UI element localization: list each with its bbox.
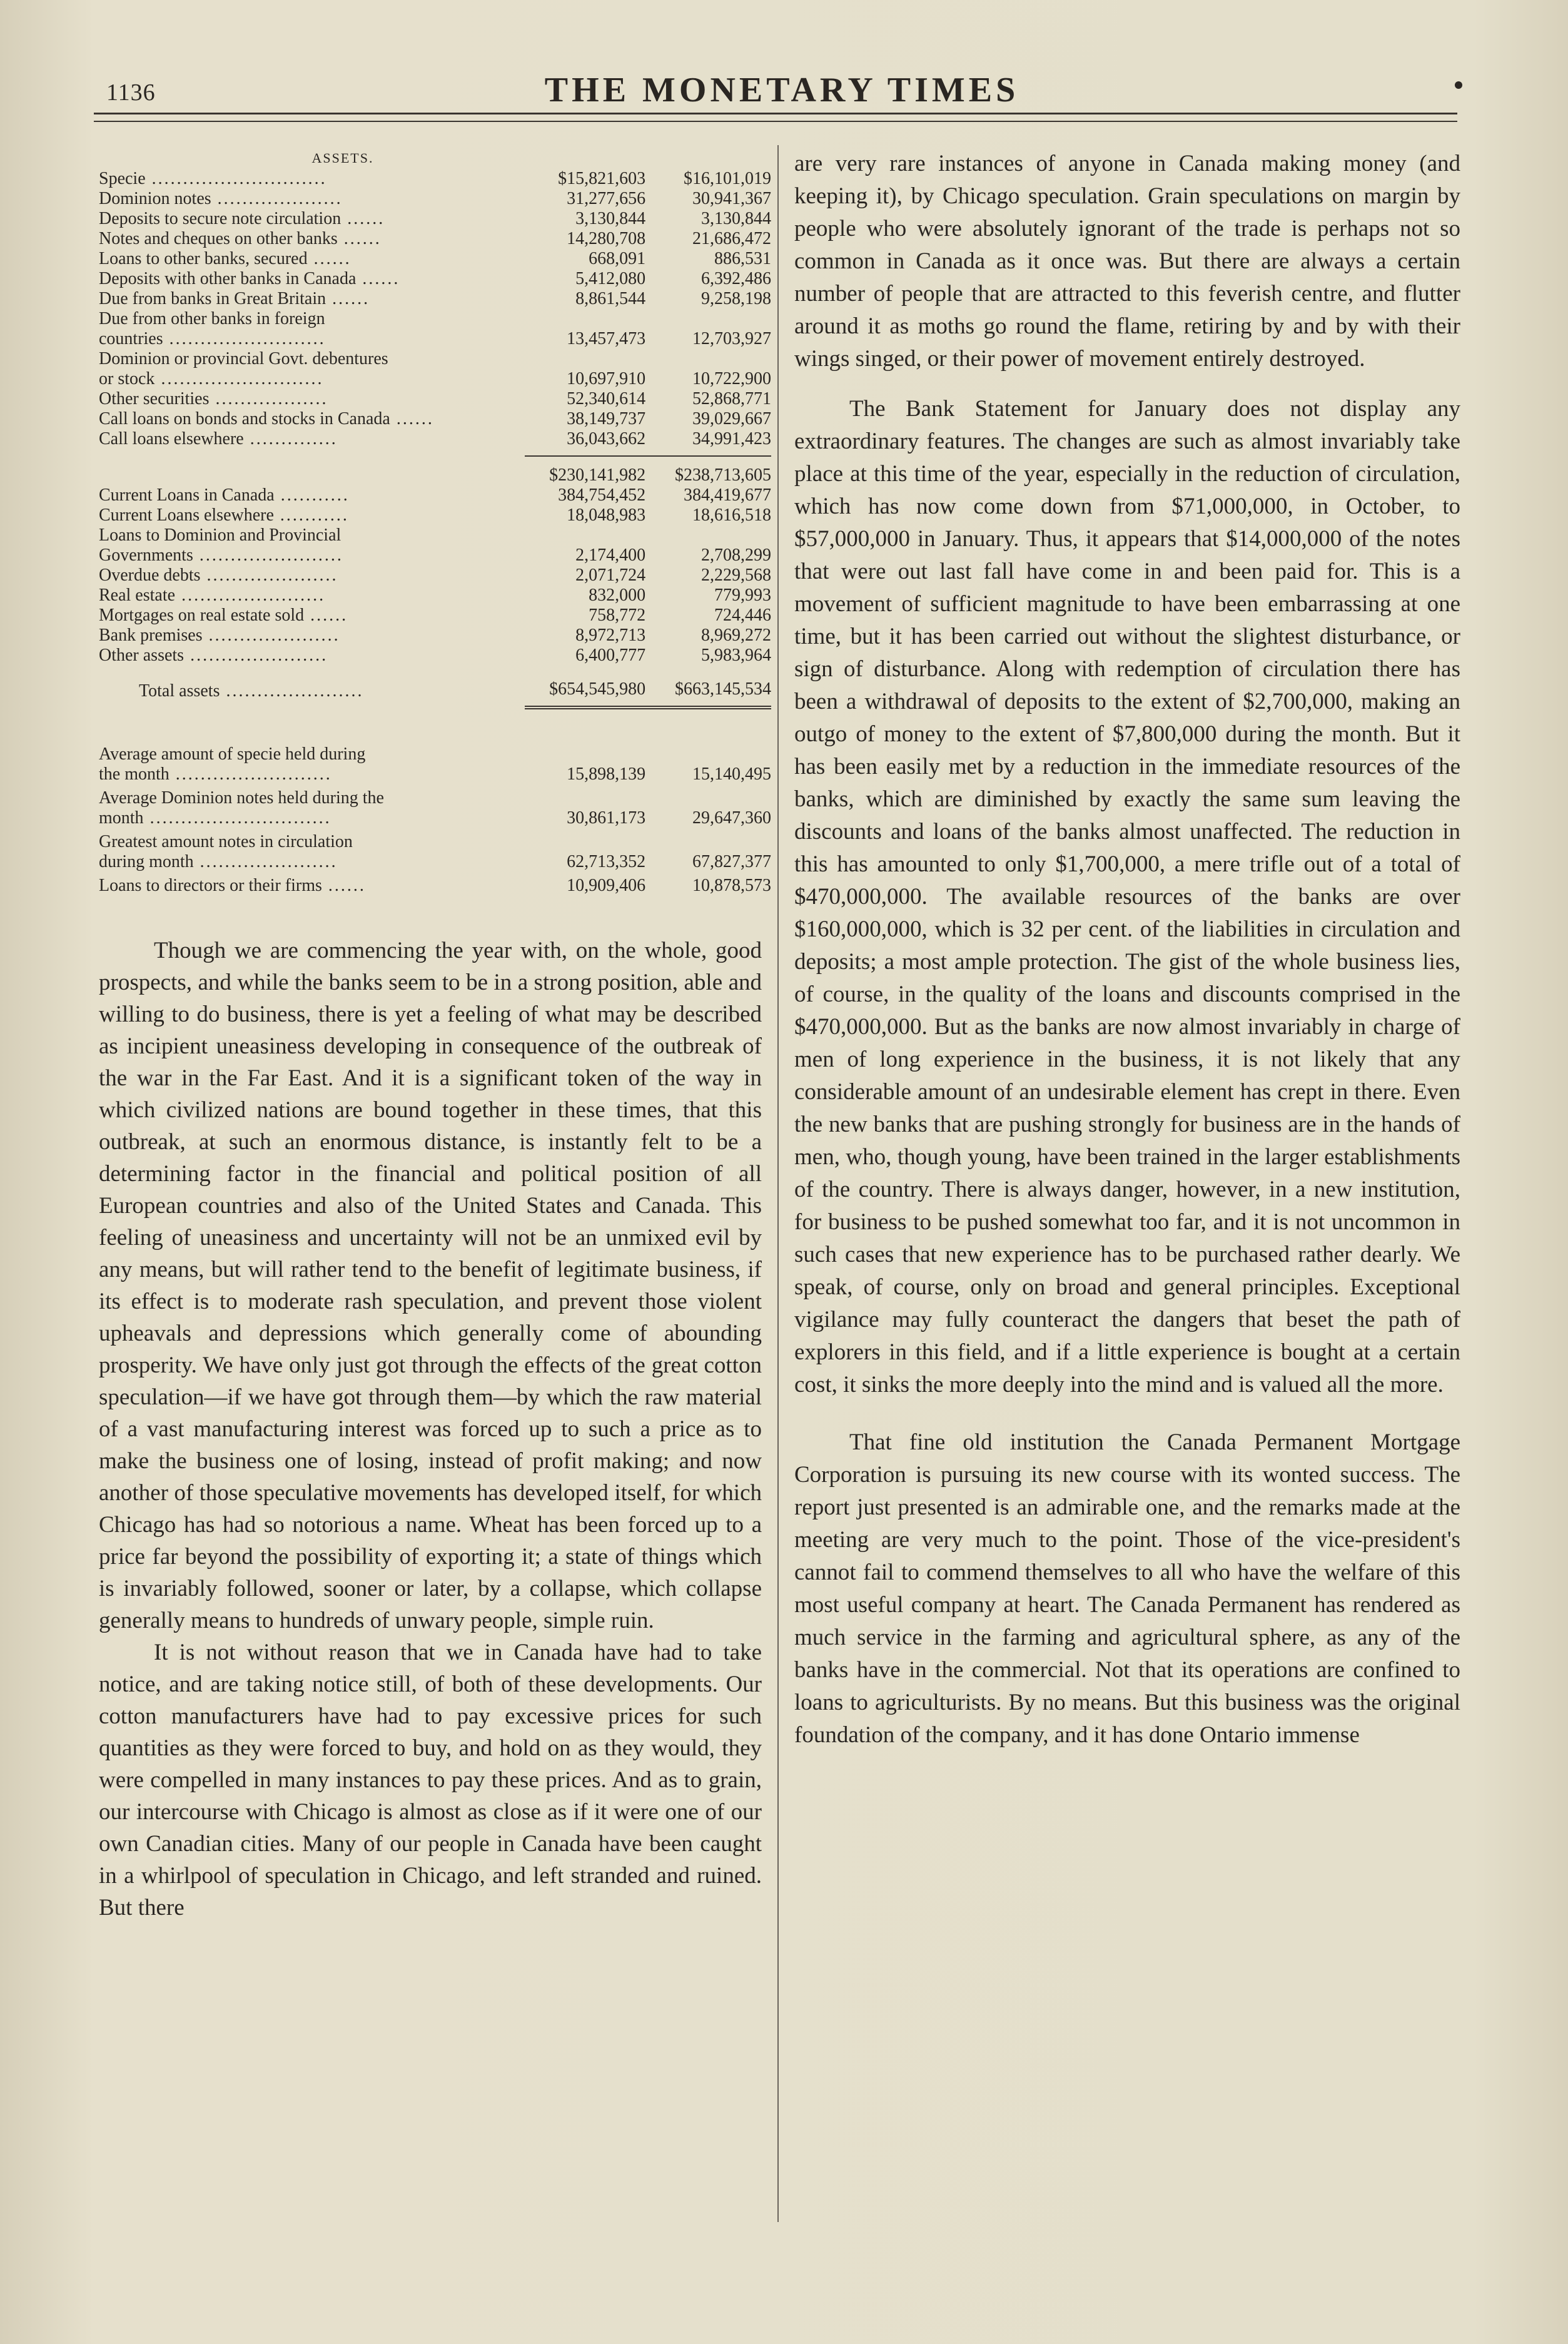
- row-value-2: 10,722,900: [692, 369, 771, 388]
- page-number: 1136: [106, 79, 156, 106]
- table-row: Dominion notes .................... 31,277,656 30,941,367: [99, 189, 771, 208]
- row-value-1: 62,713,352: [567, 852, 646, 871]
- row-value-1: 758,772: [589, 606, 646, 625]
- row-value-2: 29,647,360: [692, 808, 771, 828]
- right-column: [794, 148, 1460, 1752]
- table-row: [99, 525, 771, 545]
- row-value-1: 36,043,662: [567, 429, 646, 449]
- row-label-continued: during month: [99, 852, 194, 871]
- left-column: [99, 150, 771, 1924]
- table-row: Call loans elsewhere .............. 36,043,662 34,991,423: [99, 429, 771, 449]
- left-article: [99, 935, 762, 1924]
- row-label-continued: or stock: [99, 369, 155, 388]
- assets-table: [99, 169, 771, 900]
- row-value-1: 2,174,400: [575, 545, 646, 565]
- row-value-1: 13,457,473: [567, 329, 646, 348]
- row-value-2: 15,140,495: [692, 764, 771, 784]
- subtotal-v2: $238,713,605: [653, 456, 771, 485]
- row-value-2: 8,969,272: [701, 626, 771, 645]
- row-value-2: 10,878,573: [692, 876, 771, 895]
- row-label: Average Dominion notes held during the: [99, 788, 384, 808]
- table-row: the month ......................... 15,898,139 15,140,495: [99, 764, 771, 784]
- row-value-2: 30,941,367: [692, 189, 771, 208]
- table-row: Current Loans in Canada ........... 384,754,452 384,419,677: [99, 485, 771, 505]
- row-value-2: $16,101,019: [684, 169, 771, 188]
- table-row: Due from banks in Great Britain ...... 8,861,544 9,258,198: [99, 289, 771, 308]
- row-value-1: 2,071,724: [575, 566, 646, 585]
- row-value-2: 67,827,377: [692, 852, 771, 871]
- column-divider: [777, 145, 779, 2222]
- row-value-2: 2,229,568: [701, 566, 771, 585]
- row-label: Call loans elsewhere: [99, 429, 244, 449]
- table-row: countries ......................... 13,457,473 12,703,927: [99, 329, 771, 348]
- row-value-1: 10,697,910: [567, 369, 646, 388]
- row-value-1: 10,909,406: [567, 876, 646, 895]
- row-value-1: 38,149,737: [567, 409, 646, 429]
- row-label: Notes and cheques on other banks: [99, 229, 338, 248]
- row-label: Mortgages on real estate sold: [99, 606, 305, 625]
- row-label: Loans to Dominion and Provincial: [99, 525, 341, 545]
- row-label: Deposits to secure note circulation: [99, 209, 341, 228]
- row-label: Other securities: [99, 389, 210, 408]
- header-rule: [94, 113, 1457, 122]
- total-label: Total assets: [139, 681, 220, 701]
- row-value-2: 21,686,472: [692, 229, 771, 248]
- table-row: Other securities .................. 52,340,614 52,868,771: [99, 389, 771, 408]
- row-label: Dominion notes: [99, 189, 211, 208]
- row-value-1: 3,130,844: [575, 209, 646, 228]
- row-value-2: 886,531: [714, 249, 771, 268]
- row-label-continued: the month: [99, 764, 169, 784]
- row-label-continued: Governments: [99, 545, 193, 565]
- total-v1: $654,545,980: [525, 666, 654, 708]
- table-row: [99, 832, 771, 852]
- row-value-1: 18,048,983: [567, 505, 646, 525]
- table-row: Notes and cheques on other banks ...... 14,280,708 21,686,472: [99, 229, 771, 248]
- row-value-1: 31,277,656: [567, 189, 646, 208]
- row-value-2: 6,392,486: [701, 269, 771, 288]
- right-paragraph-canada-permanent: That fine old institution the Canada Permanent Mortgage Corporation is pursuing its new course with its wonted success. The report just presented is an admirable one, and the remarks made at the meeting are very much to the point. Those of the vice-president's cannot fail to commend themselves to all who have the welfare of this most useful company at heart. The Canada Permanent has rendered as much service in the farming and agricultural sphere, as any of the banks have in the commercial. Not that its operations are confined to loans to agriculturists. By no means. But this business was the original foundation of the company, and it has done Ontario immense: [794, 1429, 1460, 1748]
- table-row: [99, 349, 771, 369]
- row-value-2: 779,993: [714, 586, 771, 605]
- row-value-2: 52,868,771: [692, 389, 771, 408]
- right-paragraph-continued: are very rare instances of anyone in Canada making money (and keeping it), by Chicago speculation. Grain speculations on margin by people who were absolutely ignorant of the trade is perhaps not so common in Canada as it once was. But there are always a certain number of people that are attracted to this feverish centre, and flutter around it as moths go round the flame, retiring by and by with their wings singed, or their power of movement entirely destroyed.: [794, 151, 1460, 372]
- page-header: [94, 63, 1470, 113]
- row-value-1: 15,898,139: [567, 764, 646, 784]
- row-value-1: 14,280,708: [567, 229, 646, 248]
- row-value-2: 724,446: [714, 606, 771, 625]
- row-label: Call loans on bonds and stocks in Canada: [99, 409, 390, 429]
- row-label: Loans to other banks, secured: [99, 249, 308, 268]
- row-value-2: 9,258,198: [701, 289, 771, 308]
- table-row: Loans to other banks, secured ...... 668,091 886,531: [99, 249, 771, 268]
- masthead-title: THE MONETARY TIMES: [544, 71, 1019, 109]
- table-row: Governments ....................... 2,174,400 2,708,299: [99, 545, 771, 565]
- row-value-2: 39,029,667: [692, 409, 771, 429]
- row-value-1: 30,861,173: [567, 808, 646, 828]
- row-label-continued: countries: [99, 329, 163, 348]
- row-label: Current Loans elsewhere: [99, 505, 274, 525]
- row-label: Dominion or provincial Govt. debentures: [99, 349, 388, 368]
- row-label: Average amount of specie held during: [99, 744, 366, 764]
- row-label: Other assets: [99, 646, 185, 665]
- table-row: Call loans on bonds and stocks in Canada ...... 38,149,737 39,029,667: [99, 409, 771, 429]
- left-paragraph-1: Though we are commencing the year with, on the whole, good prospects, and while the banks seem to be in a strong position, able and willing to do business, there is yet a feeling of what may be described as incipient uneasiness developing in consequence of the outbreak of the war in the Far East. And it is a significant token of the way in which civilized nations are bound together in these times, that this outbreak, at such an enormous distance, is instantly felt to be a determining factor in the financial and political position of all European countries and also of the United States and Canada. This feeling of uneasiness and uncertainty will not be an unmixed evil by any means, but will rather tend to the benefit of legitimate business, if its effect is to moderate rash speculation, and prevent those violent upheavals and depressions which generally come of abounding prosperity. We have only just got through the effects of the great cotton speculation—if we have got through them—by which the raw material of a vast manufacturing interest was forced up to such a price as to make the business one of losing, instead of profit making; and now another of those speculative movements has developed itself, for which Chicago has had so notorious a name. Wheat has been forced up to a price far beyond the possibility of exporting it; a state of things which is invariably followed, sooner or later, by a collapse, which collapse generally means to hundreds of unwary people, simple ruin.: [99, 938, 762, 1633]
- table-row: Specie ............................ $15,821,603 $16,101,019: [99, 169, 771, 188]
- row-value-2: 384,419,677: [684, 485, 771, 505]
- table-row: Deposits to secure note circulation ...... 3,130,844 3,130,844: [99, 209, 771, 228]
- total-row: Total assets ...................... $654,545,980 $663,145,534: [99, 666, 771, 708]
- table-row: [99, 788, 771, 808]
- row-value-1: 52,340,614: [567, 389, 646, 408]
- row-value-2: 18,616,518: [692, 505, 771, 525]
- row-value-1: 8,972,713: [575, 626, 646, 645]
- table-row: Other assets ...................... 6,400,777 5,983,964: [99, 646, 771, 665]
- assets-heading: ASSETS.: [311, 150, 374, 166]
- table-row: [99, 744, 771, 764]
- table-row: Overdue debts ..................... 2,071,724 2,229,568: [99, 566, 771, 585]
- table-row: month ............................. 30,861,173 29,647,360: [99, 808, 771, 828]
- total-v2: $663,145,534: [653, 666, 771, 708]
- table-row: Mortgages on real estate sold ...... 758,772 724,446: [99, 606, 771, 625]
- row-label: Overdue debts: [99, 566, 201, 585]
- table-row: [99, 309, 771, 329]
- row-value-2: 2,708,299: [701, 545, 771, 565]
- row-value-1: 6,400,777: [575, 646, 646, 665]
- table-row: or stock .......................... 10,697,910 10,722,900: [99, 369, 771, 388]
- row-value-2: 34,991,423: [692, 429, 771, 449]
- left-paragraph-2: It is not without reason that we in Canada have had to take notice, and are taking notice still, of both of these developments. Our cotton manufacturers have had to pay excessive prices for such quantities as they were forced to buy, and hold on as they would, they were compelled in many instances to pay these prices. And as to grain, our intercourse with Chicago is almost as close as if it were one of our own Canadian cities. Many of our people in Canada have been caught in a whirlpool of speculation in Chicago, and left stranded and ruined. But there: [99, 1640, 762, 1920]
- row-value-1: $15,821,603: [558, 169, 646, 188]
- row-value-1: 384,754,452: [558, 485, 646, 505]
- row-value-2: 12,703,927: [692, 329, 771, 348]
- row-value-2: 3,130,844: [701, 209, 771, 228]
- row-value-2: 5,983,964: [701, 646, 771, 665]
- right-paragraph-bank-statement: The Bank Statement for January does not display any extraordinary features. The changes are such as almost invariably take place at this time of the year, especially in the reduction of circulation, which has now come down from $71,000,000, in October, to $57,000,000 in January. Thus, it appears that $14,000,000 of the notes that were out last fall have come in and been paid for. This is a movement of sufficient magnitude to have been embarrassing at one time, but it has been carried out without the slightest disturbance, or sign of disturbance. Along with redemption of circulation there has been a withdrawal of deposits to the extent of $2,700,000, making an outgo of money to the extent of $7,800,000 during the month. But it has been easily met by a reduction in the immediate resources of the banks, which are diminished by exactly the same sum leaving the discounts and loans of the banks almost unaffected. The reduction in this has amounted to only $1,700,000, a mere trifle out of a total of $470,000,000. The available resources of the banks are over $160,000,000, which is 32 per cent. of the liabilities in circulation and deposits; a most ample protection. The gist of the whole business lies, of course, in the quality of the loans and discounts comprised in the $470,000,000. But as the banks are now almost invariably in charge of men of long experience in the business, it is not likely that any considerable amount of an undesirable element has crept in there. Even the new banks that are pushing strongly for business are in the hands of men, who, though young, have been trained in the larger establishments of the country. There is always danger, however, in a new institution, for business to be pushed somewhat too far, and it is not uncommon in such cases that new experience has to be purchased rather dearly. We speak, of course, only on broad and general principles. Exceptional vigilance may fully counteract the dangers that beset the path of explorers in this field, and if a little experience is bought at a certain cost, it sinks the more deeply into the mind and is valued all the more.: [794, 396, 1460, 1398]
- row-value-1: 832,000: [589, 586, 646, 605]
- row-value-1: 668,091: [589, 249, 646, 268]
- table-row: Real estate ....................... 832,000 779,993: [99, 586, 771, 605]
- row-value-1: 8,861,544: [575, 289, 646, 308]
- row-label: Due from other banks in foreign: [99, 309, 325, 328]
- table-row: Loans to directors or their firms ...... 10,909,406 10,878,573: [99, 876, 771, 895]
- table-row: Bank premises ..................... 8,972,713 8,969,272: [99, 626, 771, 645]
- right-article: [794, 148, 1460, 1752]
- row-label: Loans to directors or their firms: [99, 876, 322, 895]
- subtotal-row: [99, 456, 771, 485]
- table-row: Deposits with other banks in Canada ...... 5,412,080 6,392,486: [99, 269, 771, 288]
- subtotal-v1: $230,141,982: [525, 456, 654, 485]
- row-value-1: 5,412,080: [575, 269, 646, 288]
- row-label: Bank premises: [99, 626, 203, 645]
- table-row: Current Loans elsewhere ........... 18,048,983 18,616,518: [99, 505, 771, 525]
- row-label: Specie: [99, 169, 146, 188]
- table-row: during month ...................... 62,713,352 67,827,377: [99, 852, 771, 871]
- row-label: Deposits with other banks in Canada: [99, 269, 357, 288]
- row-label: Current Loans in Canada: [99, 485, 275, 505]
- row-label: Due from banks in Great Britain: [99, 289, 326, 308]
- row-label: Greatest amount notes in circulation: [99, 832, 353, 851]
- row-label: Real estate: [99, 586, 176, 605]
- header-dot: [1455, 81, 1462, 89]
- row-label-continued: month: [99, 808, 144, 828]
